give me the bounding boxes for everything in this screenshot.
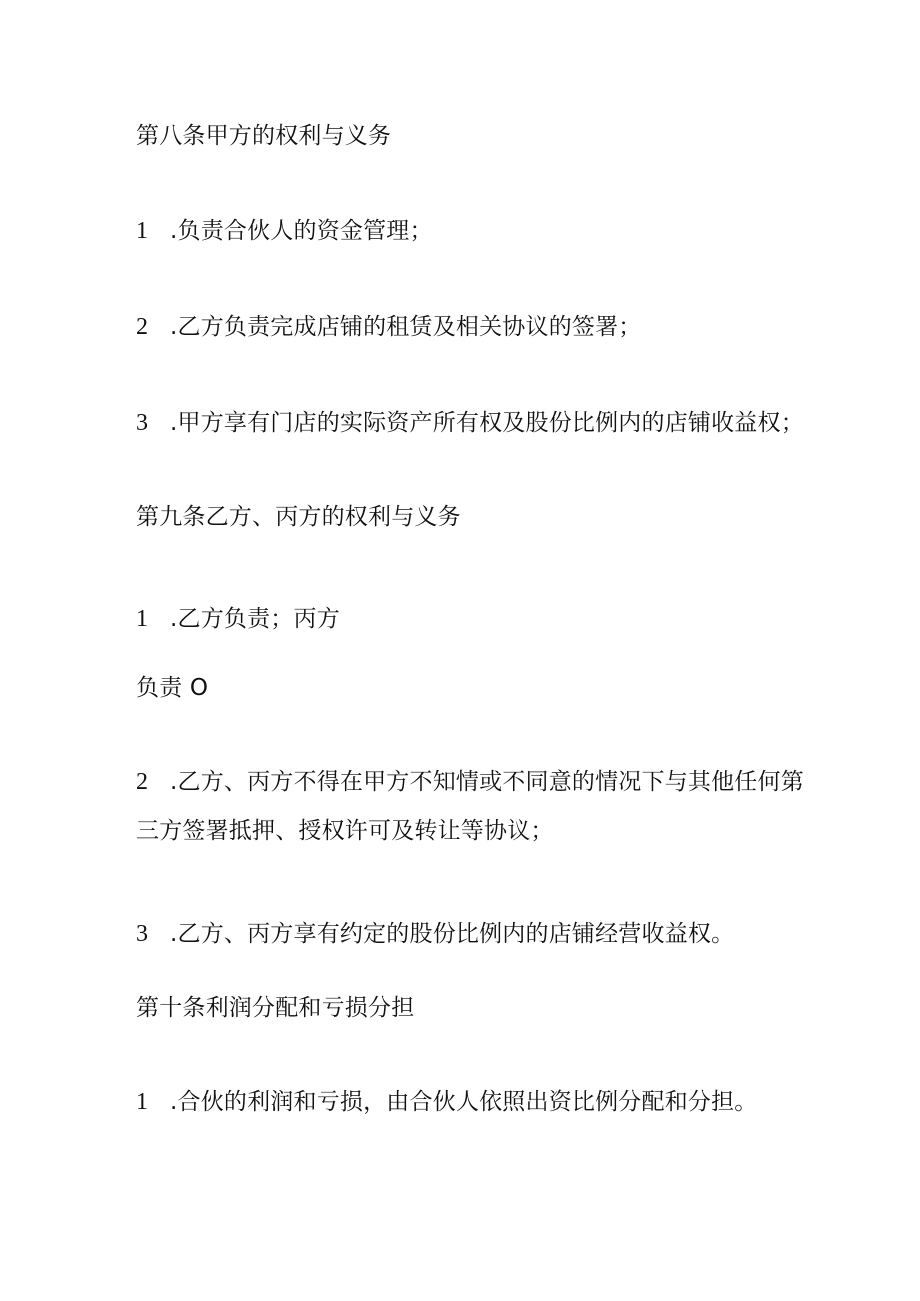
article-10-heading: 第十条利润分配和亏损分担 — [136, 995, 415, 1021]
article-8-heading: 第八条甲方的权利与义务 — [136, 123, 392, 149]
article-8-item-3 — [136, 408, 804, 438]
item-text: .乙方、丙方不得在甲方不知情或不同意的情况下与其他任何第 — [170, 769, 804, 795]
article-9-heading: 第九条乙方、丙方的权利与义务 — [136, 504, 461, 530]
article-9-item-1-continuation: 负责 O — [136, 675, 209, 701]
item-text: .乙方、丙方享有约定的股份比例内的店铺经营收益权。 — [170, 921, 735, 947]
item-number: 3 — [136, 410, 149, 436]
item-number: 1 — [136, 1089, 149, 1115]
article-9-item-3 — [136, 919, 734, 949]
item-text: .甲方享有门店的实际资产所有权及股份比例内的店铺收益权； — [170, 410, 804, 436]
item-number: 1 — [136, 606, 149, 632]
item-text: .负责合伙人的资金管理； — [170, 218, 433, 244]
item-text: .乙方负责；丙方 — [170, 606, 340, 632]
article-9-item-2 — [136, 767, 804, 797]
item-number: 1 — [136, 218, 149, 244]
article-8-item-1 — [136, 216, 433, 246]
item-text: .合伙的利润和亏损，由合伙人依照出资比例分配和分担。 — [170, 1089, 758, 1115]
article-9-item-2-continuation: 三方签署抵押、授权许可及转让等协议； — [136, 818, 554, 844]
item-number: 2 — [136, 769, 149, 795]
article-9-item-1 — [136, 604, 340, 634]
article-10-item-1 — [136, 1087, 758, 1117]
item-text: .乙方负责完成店铺的租赁及相关协议的签署； — [170, 314, 642, 340]
item-number: 3 — [136, 921, 149, 947]
article-8-item-2 — [136, 312, 642, 342]
item-number: 2 — [136, 314, 149, 340]
